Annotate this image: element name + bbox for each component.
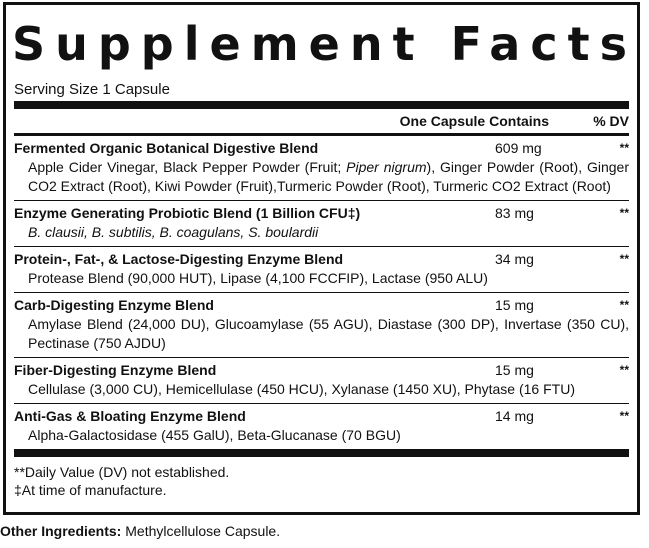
blend-name: Fermented Organic Botanical Digestive Blend (14, 140, 319, 156)
panel-title: Supplement Facts (12, 17, 637, 71)
ingredients-part: Apple Cider Vinegar, Black Pepper Powder (Fruit; (28, 159, 347, 175)
other-ingredients-value: Methylcellulose Capsule. (121, 523, 281, 539)
other-ingredients-label: Other Ingredients: (0, 523, 122, 539)
blend-row (14, 293, 629, 357)
blend-ingredients (14, 158, 629, 196)
blend-dv: ** (619, 409, 629, 423)
blend-name: Fiber-Digesting Enzyme Blend (14, 362, 217, 378)
blend-name: Enzyme Generating Probiotic Blend (1 Billion CFU‡) (14, 205, 361, 221)
blend-amount: 15 mg (495, 297, 534, 313)
footnote-manufacture: ‡At time of manufacture. (14, 482, 167, 498)
blend-header (14, 361, 629, 380)
blend-row (14, 201, 629, 246)
blend-amount: 34 mg (495, 251, 534, 267)
footnotes (14, 457, 629, 499)
blend-header (14, 296, 629, 315)
blend-dv: ** (619, 252, 629, 266)
blend-row (14, 247, 629, 292)
blend-amount: 83 mg (495, 205, 534, 221)
other-ingredients (0, 521, 280, 541)
blend-row (14, 136, 629, 200)
blend-name: Carb-Digesting Enzyme Blend (14, 297, 214, 313)
blend-row (14, 358, 629, 403)
thick-divider (14, 101, 629, 109)
blend-amount: 14 mg (495, 408, 534, 424)
blend-amount: 609 mg (495, 140, 542, 156)
ingredients-italic-part: Piper nigrum (346, 159, 427, 175)
ingredients-part: ), Ginger Powder (Root), Ginger CO2 Extract (Root), Kiwi Powder (Fruit),Turmeric Powder (Root), Turmeric CO2 Extract (Root) (28, 159, 630, 194)
blend-ingredients: Amylase Blend (24,000 DU), Glucoamylase (55 AGU), Diastase (300 DP), Invertase (350 CU), Pectinase (750 AJDU) (28, 316, 629, 351)
header-contains: One Capsule Contains (399, 113, 549, 129)
blend-header (14, 250, 629, 269)
blend-dv: ** (619, 363, 629, 377)
blend-name: Anti-Gas & Bloating Enzyme Blend (14, 408, 246, 424)
blend-ingredients: Alpha-Galactosidase (455 GalU), Beta-Glucanase (70 BGU) (28, 427, 401, 443)
blend-ingredients: B. clausii, B. subtilis, B. coagulans, S. boulardii (28, 224, 319, 240)
blend-ingredients: Protease Blend (90,000 HUT), Lipase (4,100 FCCFIP), Lactase (950 ALU) (28, 270, 488, 286)
blend-dv: ** (619, 141, 629, 155)
blend-name: Protein-, Fat-, & Lactose-Digesting Enzyme Blend (14, 251, 344, 267)
blend-header (14, 407, 629, 426)
blend-row (14, 404, 629, 449)
table-header (14, 109, 629, 133)
blend-header (14, 139, 629, 158)
blend-dv: ** (619, 206, 629, 220)
thick-divider (14, 449, 629, 457)
blend-amount: 15 mg (495, 362, 534, 378)
footnote-dv: **Daily Value (DV) not established. (14, 464, 230, 480)
blend-ingredients: Cellulase (3,000 CU), Hemicellulase (450 HCU), Xylanase (1450 XU), Phytase (16 FTU) (28, 381, 575, 397)
serving-size: Serving Size 1 Capsule (14, 81, 170, 98)
blend-dv: ** (619, 298, 629, 312)
header-dv: % DV (593, 113, 629, 129)
blend-header (14, 204, 629, 223)
supplement-facts-panel (3, 2, 640, 515)
